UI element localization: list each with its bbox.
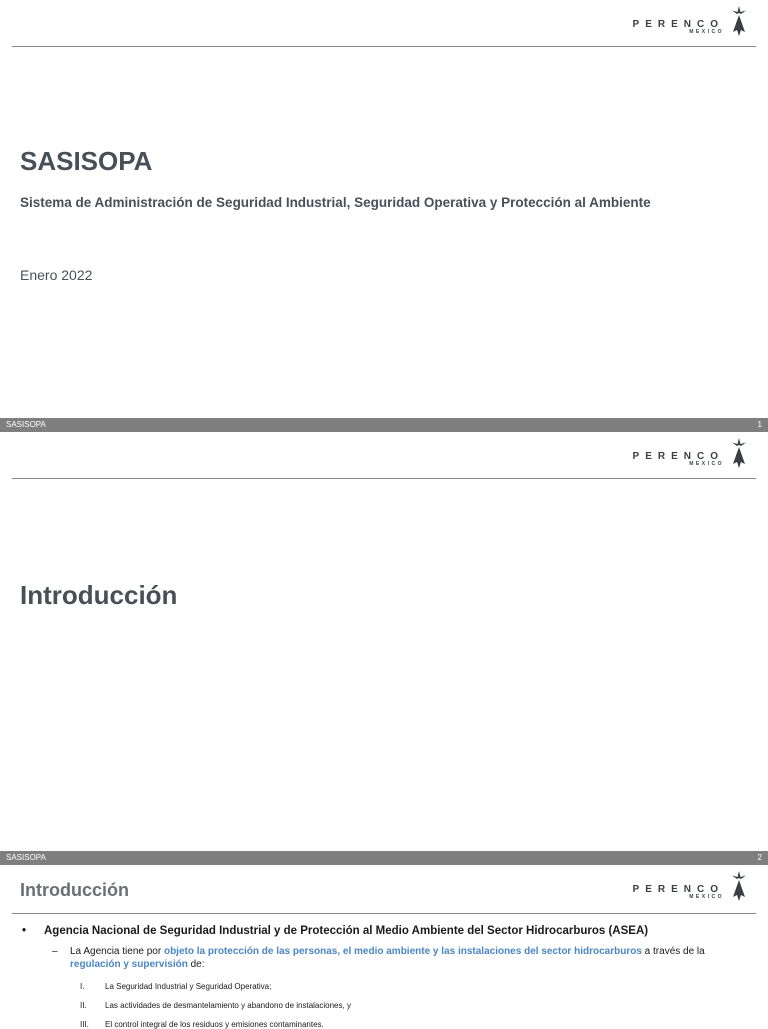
slide-subtitle: Sistema de Administración de Seguridad Industrial, Seguridad Operativa y Protección al Ambiente (20, 195, 651, 210)
logo-sub: MEXICO (689, 461, 724, 467)
header-rule (12, 46, 756, 47)
text-part: de: (187, 959, 205, 970)
slide-3 (0, 865, 768, 1029)
perenco-logo (633, 871, 750, 905)
logo-sub: MEXICO (689, 894, 724, 900)
perenco-hermine-icon (728, 6, 750, 40)
item-number: II. (80, 1001, 87, 1010)
item-text: Las actividades de desmantelamiento y abandono de instalaciones, y (105, 1001, 351, 1010)
text-part: La Agencia tiene por (70, 946, 164, 957)
perenco-logo (633, 438, 750, 472)
footer-label: SASISOPA (6, 853, 46, 862)
highlight-text: objeto la protección de las personas, el medio ambiente y las instalaciones del sector hidrocarburos (163, 946, 642, 957)
item-number: III. (80, 1020, 89, 1029)
list-item (80, 982, 271, 991)
logo-sub: MEXICO (689, 29, 724, 35)
sub-bullet-text (70, 945, 732, 971)
sub-bullet (52, 945, 732, 971)
list-item (80, 1020, 324, 1029)
highlight-text: regulación y supervisión (70, 959, 188, 970)
slide-footer-1 (0, 418, 768, 432)
page-number: 2 (757, 853, 762, 862)
logo-word: PERENCO (632, 451, 724, 462)
header-rule (12, 478, 756, 479)
slide-date: Enero 2022 (20, 267, 93, 283)
bullet-text: Agencia Nacional de Seguridad Industrial y de Protección al Medio Ambiente del Sector Hidrocarburos (ASEA) (44, 925, 649, 937)
header-rule (12, 913, 756, 914)
perenco-hermine-icon (728, 438, 750, 472)
slide-footer-2 (0, 851, 768, 865)
dash-icon: – (52, 946, 58, 957)
page-number: 1 (757, 420, 762, 429)
text-part: a través de la (641, 946, 705, 957)
perenco-logo (633, 6, 750, 40)
perenco-hermine-icon (728, 871, 750, 905)
item-text: La Seguridad Industrial y Seguridad Operativa; (105, 982, 272, 991)
item-text: El control integral de los residuos y emisiones contaminantes. (105, 1020, 324, 1029)
item-number: I. (80, 982, 85, 991)
slide-title: Introducción (20, 580, 178, 610)
slide-1 (0, 0, 768, 418)
list-item (80, 1001, 351, 1010)
logo-word: PERENCO (632, 19, 724, 30)
bullet-dot-icon: • (22, 925, 27, 937)
bullet-asea (22, 925, 648, 937)
slide-title: SASISOPA (20, 146, 153, 176)
slide-2 (0, 432, 768, 851)
logo-word: PERENCO (632, 884, 724, 895)
footer-label: SASISOPA (6, 420, 46, 429)
slide-title: Introducción (20, 880, 129, 900)
